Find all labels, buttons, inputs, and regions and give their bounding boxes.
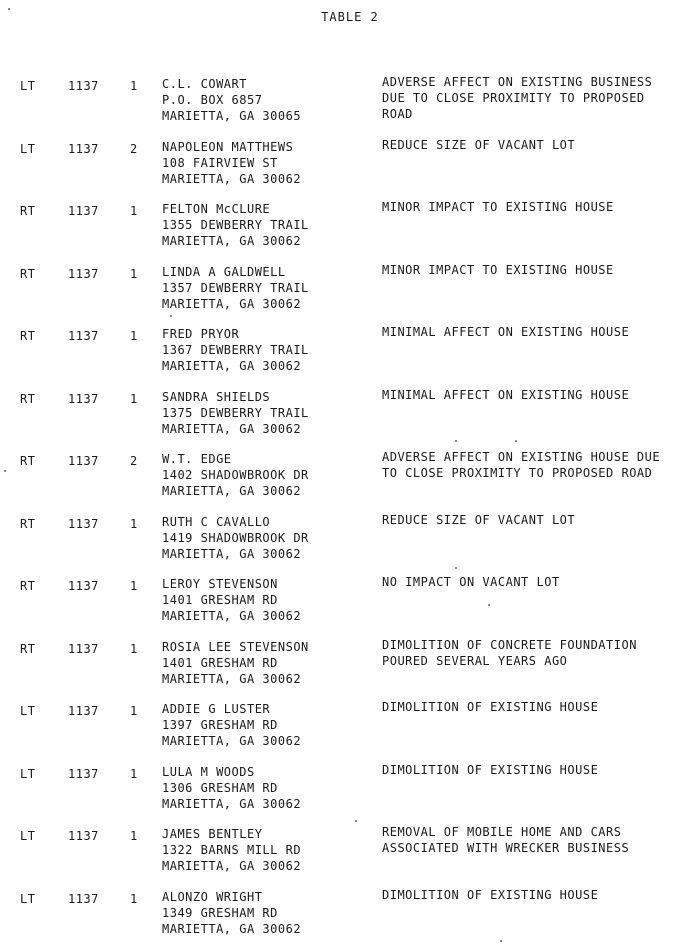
owner-address [162,326,367,374]
side-cell: LT [20,766,50,782]
owner-name: LULA M WOODS [162,764,367,780]
scan-speck [488,604,490,606]
table-row [0,826,700,889]
owner-address [162,76,367,124]
address-line-1: 1375 DEWBERRY TRAIL [162,405,367,421]
parcel-cell: 1137 [68,453,108,469]
side-cell: RT [20,266,50,282]
impact-line-1: DIMOLITION OF CONCRETE FOUNDATION [382,637,697,653]
impact-line-3: ROAD [382,106,697,122]
impact-description [382,824,697,856]
impact-line-2: ASSOCIATED WITH WRECKER BUSINESS [382,840,697,856]
quantity-cell: 1 [130,828,146,844]
impact-description [382,74,697,122]
address-line-1: 1357 DEWBERRY TRAIL [162,280,367,296]
owner-address [162,201,367,249]
impact-line-2: TO CLOSE PROXIMITY TO PROPOSED ROAD [382,465,697,481]
quantity-cell: 2 [130,141,146,157]
address-line-1: 1397 GRESHAM RD [162,717,367,733]
scan-speck [355,820,357,822]
parcel-cell: 1137 [68,578,108,594]
table-row [0,764,700,827]
address-line-1: 1367 DEWBERRY TRAIL [162,342,367,358]
owner-name: RUTH C CAVALLO [162,514,367,530]
side-cell: LT [20,828,50,844]
owner-name: LEROY STEVENSON [162,576,367,592]
address-line-1: 1349 GRESHAM RD [162,905,367,921]
quantity-cell: 1 [130,766,146,782]
table-row [0,139,700,202]
address-line-1: 1322 BARNS MILL RD [162,842,367,858]
address-line-2: MARIETTA, GA 30062 [162,858,367,874]
parcel-cell: 1137 [68,828,108,844]
owner-address [162,701,367,749]
address-line-1: 1306 GRESHAM RD [162,780,367,796]
quantity-cell: 1 [130,203,146,219]
owner-address [162,389,367,437]
owner-name: NAPOLEON MATTHEWS [162,139,367,155]
impact-line-1: REDUCE SIZE OF VACANT LOT [382,137,697,153]
parcel-cell: 1137 [68,328,108,344]
address-line-1: P.O. BOX 6857 [162,92,367,108]
side-cell: RT [20,391,50,407]
address-line-2: MARIETTA, GA 30062 [162,483,367,499]
owner-name: ALONZO WRIGHT [162,889,367,905]
parcel-cell: 1137 [68,203,108,219]
scan-speck [170,315,172,317]
side-cell: RT [20,516,50,532]
impact-line-2: POURED SEVERAL YEARS AGO [382,653,697,669]
impact-line-2: DUE TO CLOSE PROXIMITY TO PROPOSED [382,90,697,106]
scan-speck [515,440,517,442]
table-row [0,514,700,577]
table-body [0,76,700,951]
quantity-cell: 2 [130,453,146,469]
owner-address [162,764,367,812]
owner-name: JAMES BENTLEY [162,826,367,842]
table-row [0,701,700,764]
quantity-cell: 1 [130,891,146,907]
impact-description [382,887,697,903]
table-row [0,264,700,327]
quantity-cell: 1 [130,266,146,282]
impact-description [382,512,697,528]
address-line-2: MARIETTA, GA 30062 [162,733,367,749]
address-line-2: MARIETTA, GA 30062 [162,608,367,624]
table-row [0,576,700,639]
address-line-2: MARIETTA, GA 30062 [162,296,367,312]
parcel-cell: 1137 [68,266,108,282]
owner-name: C.L. COWART [162,76,367,92]
table-row [0,326,700,389]
owner-address [162,451,367,499]
scan-speck [455,440,457,442]
owner-name: W.T. EDGE [162,451,367,467]
impact-line-1: REMOVAL OF MOBILE HOME AND CARS [382,824,697,840]
impact-line-1: ADVERSE AFFECT ON EXISTING BUSINESS [382,74,697,90]
address-line-2: MARIETTA, GA 30062 [162,171,367,187]
table-row [0,389,700,452]
owner-address [162,514,367,562]
parcel-cell: 1137 [68,78,108,94]
scan-speck [8,8,10,10]
side-cell: LT [20,141,50,157]
owner-name: FRED PRYOR [162,326,367,342]
owner-address [162,264,367,312]
impact-line-1: DIMOLITION OF EXISTING HOUSE [382,887,697,903]
side-cell: LT [20,891,50,907]
table-row [0,639,700,702]
quantity-cell: 1 [130,703,146,719]
quantity-cell: 1 [130,516,146,532]
impact-line-1: REDUCE SIZE OF VACANT LOT [382,512,697,528]
scan-speck [4,470,6,472]
parcel-cell: 1137 [68,141,108,157]
parcel-cell: 1137 [68,703,108,719]
address-line-1: 1402 SHADOWBROOK DR [162,467,367,483]
side-cell: RT [20,203,50,219]
address-line-1: 1401 GRESHAM RD [162,592,367,608]
quantity-cell: 1 [130,391,146,407]
impact-description [382,637,697,669]
owner-address [162,639,367,687]
address-line-2: MARIETTA, GA 30062 [162,921,367,937]
owner-name: FELTON McCLURE [162,201,367,217]
address-line-1: 1355 DEWBERRY TRAIL [162,217,367,233]
parcel-cell: 1137 [68,641,108,657]
address-line-2: MARIETTA, GA 30062 [162,358,367,374]
owner-address [162,826,367,874]
parcel-cell: 1137 [68,391,108,407]
side-cell: RT [20,641,50,657]
impact-description [382,199,697,215]
owner-name: SANDRA SHIELDS [162,389,367,405]
scan-speck [500,940,502,942]
impact-line-1: MINOR IMPACT TO EXISTING HOUSE [382,262,697,278]
impact-description [382,324,697,340]
quantity-cell: 1 [130,641,146,657]
table-row [0,451,700,514]
side-cell: RT [20,328,50,344]
impact-line-1: MINIMAL AFFECT ON EXISTING HOUSE [382,387,697,403]
side-cell: LT [20,78,50,94]
impact-description [382,449,697,481]
impact-line-1: ADVERSE AFFECT ON EXISTING HOUSE DUE [382,449,697,465]
parcel-cell: 1137 [68,766,108,782]
owner-name: ROSIA LEE STEVENSON [162,639,367,655]
impact-line-1: DIMOLITION OF EXISTING HOUSE [382,699,697,715]
parcel-cell: 1137 [68,891,108,907]
address-line-2: MARIETTA, GA 30062 [162,546,367,562]
impact-line-1: NO IMPACT ON VACANT LOT [382,574,697,590]
side-cell: LT [20,703,50,719]
impact-description [382,387,697,403]
address-line-2: MARIETTA, GA 30065 [162,108,367,124]
quantity-cell: 1 [130,78,146,94]
quantity-cell: 1 [130,578,146,594]
impact-line-1: DIMOLITION OF EXISTING HOUSE [382,762,697,778]
impact-description [382,762,697,778]
table-row [0,201,700,264]
scan-speck [455,567,457,569]
impact-description [382,137,697,153]
address-line-2: MARIETTA, GA 30062 [162,671,367,687]
address-line-2: MARIETTA, GA 30062 [162,233,367,249]
impact-description [382,699,697,715]
owner-address [162,139,367,187]
side-cell: RT [20,453,50,469]
owner-name: LINDA A GALDWELL [162,264,367,280]
impact-description [382,574,697,590]
table-row [0,889,700,951]
owner-address [162,889,367,937]
table-title: TABLE 2 [0,10,700,24]
address-line-1: 1401 GRESHAM RD [162,655,367,671]
owner-name: ADDIE G LUSTER [162,701,367,717]
address-line-1: 1419 SHADOWBROOK DR [162,530,367,546]
impact-line-1: MINOR IMPACT TO EXISTING HOUSE [382,199,697,215]
impact-description [382,262,697,278]
owner-address [162,576,367,624]
address-line-2: MARIETTA, GA 30062 [162,796,367,812]
address-line-1: 108 FAIRVIEW ST [162,155,367,171]
side-cell: RT [20,578,50,594]
address-line-2: MARIETTA, GA 30062 [162,421,367,437]
parcel-cell: 1137 [68,516,108,532]
impact-line-1: MINIMAL AFFECT ON EXISTING HOUSE [382,324,697,340]
quantity-cell: 1 [130,328,146,344]
table-row [0,76,700,139]
